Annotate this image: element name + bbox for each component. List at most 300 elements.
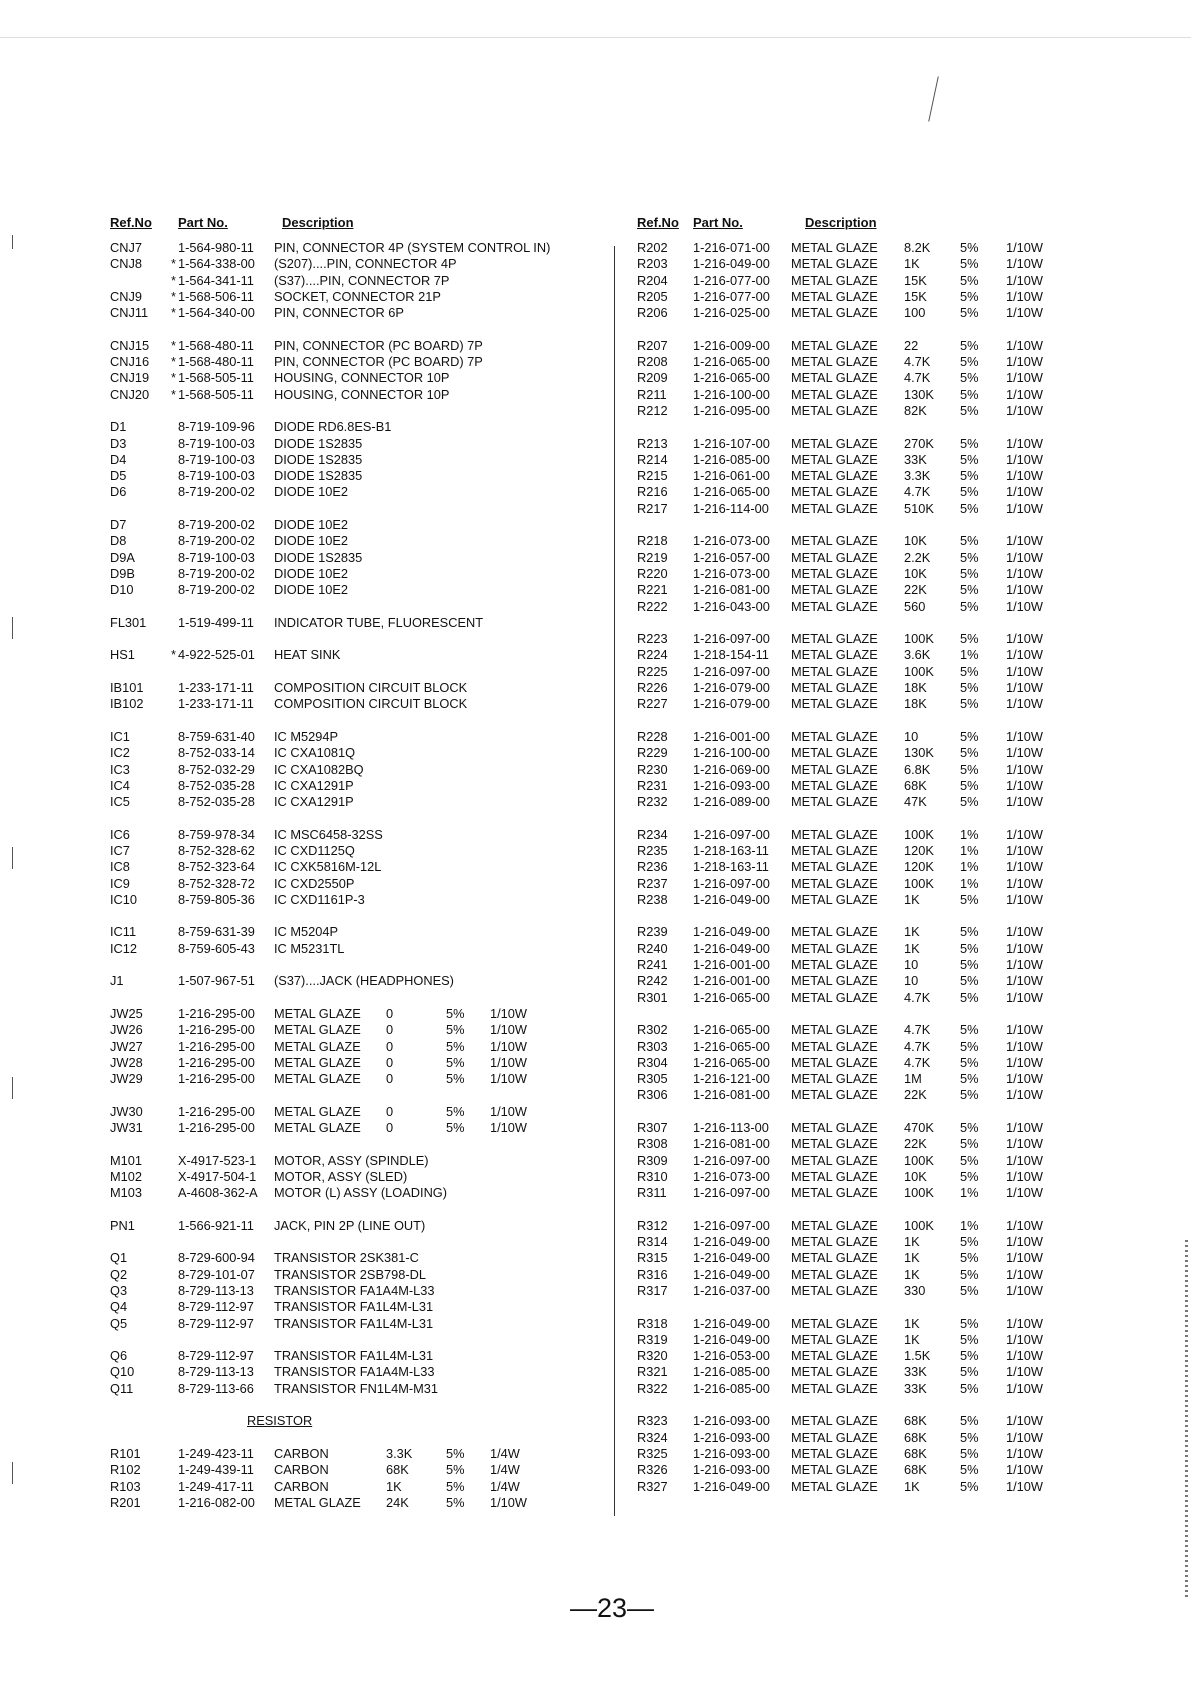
description: METAL GLAZE: [274, 1120, 361, 1136]
tolerance: 5%: [960, 1283, 979, 1298]
part-no: 1-564-980-11: [178, 240, 254, 255]
part-row: [110, 582, 610, 598]
new-part-marker: *: [171, 256, 176, 272]
ref-no: JW27: [110, 1038, 143, 1054]
part-row: [637, 1136, 1077, 1152]
ref-no: R302: [637, 1022, 668, 1038]
ref-no: IC11: [110, 924, 137, 940]
part-no: 1-216-085-00: [693, 451, 770, 467]
ref-no: R227: [637, 696, 668, 712]
tolerance: 1%: [960, 1217, 979, 1233]
new-part-marker: *: [171, 647, 176, 663]
part-no: 8-719-109-96: [178, 419, 255, 435]
row-gap: [110, 1136, 610, 1152]
part-no: 1-216-065-00: [693, 1038, 770, 1054]
part-no: 1-564-341-11: [178, 272, 254, 288]
rating: 1/10W: [1006, 728, 1043, 744]
ref-no: CNJ15: [110, 337, 150, 353]
new-part-marker: [164, 762, 178, 778]
part-row: [637, 859, 1077, 875]
ref-no: R230: [637, 761, 668, 777]
ref-no: R315: [637, 1250, 668, 1266]
part-no: 1-216-107-00: [693, 435, 770, 451]
tolerance: 1%: [960, 875, 979, 891]
part-row: [637, 1267, 1077, 1283]
tolerance: 5%: [446, 1005, 465, 1021]
value: 130K: [904, 745, 934, 761]
new-part-marker: *: [171, 288, 176, 304]
row-gap: [637, 810, 1077, 826]
description: METAL GLAZE: [791, 1445, 878, 1461]
rating: 1/10W: [1006, 1136, 1043, 1152]
part-row: [110, 517, 610, 533]
new-part-marker: [164, 1283, 178, 1299]
part-row: [110, 762, 610, 778]
value: 3.6K: [904, 647, 931, 663]
value: 1.5K: [904, 1348, 931, 1364]
value: 100K: [904, 1185, 934, 1201]
description: METAL GLAZE: [791, 1152, 878, 1168]
description: PIN, CONNECTOR 6P: [274, 305, 404, 321]
ref-no: D1: [110, 419, 127, 435]
tolerance: 5%: [960, 957, 979, 973]
rating: 1/10W: [1006, 631, 1043, 647]
ref-no: R311: [637, 1185, 667, 1201]
new-part-marker: [164, 973, 178, 989]
ref-no: R216: [637, 484, 668, 500]
part-row: [637, 387, 1077, 403]
rating: 1/10W: [1006, 468, 1043, 484]
tolerance: 1%: [960, 826, 979, 842]
new-part-marker: [164, 1381, 178, 1397]
row-gap: [110, 1397, 610, 1413]
row-gap: [110, 631, 610, 647]
right-rows: [637, 240, 1077, 1495]
tolerance: 5%: [960, 1266, 979, 1282]
part-no: 1-216-081-00: [693, 1136, 770, 1152]
part-no: 1-249-423-11: [178, 1445, 254, 1461]
ref-no: R308: [637, 1136, 668, 1152]
row-gap: [110, 1202, 610, 1218]
row-gap: [110, 1234, 610, 1250]
ref-no: JW31: [110, 1120, 143, 1136]
ref-no: R206: [637, 305, 668, 321]
ref-no: M102: [110, 1168, 143, 1184]
new-part-marker: [164, 1218, 178, 1234]
part-no: 1-216-001-00: [693, 728, 770, 744]
ref-no: JW28: [110, 1054, 143, 1070]
part-no: 1-216-097-00: [693, 631, 770, 647]
description: METAL GLAZE: [791, 1250, 878, 1266]
description: METAL GLAZE: [791, 1168, 878, 1184]
part-no: 1-216-097-00: [693, 663, 770, 679]
part-no: 1-216-113-00: [693, 1120, 769, 1136]
part-no: 1-216-295-00: [178, 1005, 255, 1021]
part-row: [637, 876, 1077, 892]
tolerance: 5%: [960, 451, 979, 467]
tolerance: 5%: [960, 924, 979, 940]
ref-no: R214: [637, 451, 668, 467]
part-no: 1-216-095-00: [693, 402, 770, 418]
ref-no: J1: [110, 973, 124, 989]
ref-no: IC8: [110, 859, 130, 875]
new-part-marker: [164, 1250, 178, 1266]
value: 130K: [904, 386, 934, 402]
value: 47K: [904, 794, 927, 810]
description: IC CXD1161P-3: [274, 891, 365, 907]
description: METAL GLAZE: [274, 1005, 361, 1021]
description: IC CXD2550P: [274, 875, 355, 891]
part-row: [110, 729, 610, 745]
ref-no: D8: [110, 533, 127, 549]
row-gap: [637, 321, 1077, 337]
rating: 1/10W: [490, 1103, 527, 1119]
tolerance: 5%: [446, 1038, 465, 1054]
tolerance: 5%: [960, 549, 979, 565]
value: 1K: [904, 891, 920, 907]
part-row: [637, 941, 1077, 957]
column-divider: [614, 246, 615, 1516]
part-row: [110, 696, 610, 712]
ref-no: PN1: [110, 1217, 135, 1233]
value: 100K: [904, 663, 934, 679]
tolerance: 1%: [960, 1185, 979, 1201]
tolerance: 5%: [446, 1022, 465, 1038]
ref-no: R203: [637, 256, 668, 272]
ref-no: R320: [637, 1348, 668, 1364]
rating: 1/10W: [1006, 891, 1043, 907]
value: 22K: [904, 582, 927, 598]
part-row: [110, 892, 610, 908]
tolerance: 5%: [960, 1038, 979, 1054]
part-no: 1-216-049-00: [693, 1331, 770, 1347]
tolerance: 5%: [960, 1087, 979, 1103]
part-no: 8-729-113-66: [178, 1380, 254, 1396]
section-title: RESISTOR: [247, 1413, 313, 1429]
part-row: [637, 1087, 1077, 1103]
tolerance: 5%: [960, 1331, 979, 1347]
description: METAL GLAZE: [791, 582, 878, 598]
description: MOTOR, ASSY (SLED): [274, 1168, 408, 1184]
description: METAL GLAZE: [791, 859, 878, 875]
part-row: [110, 484, 610, 500]
part-row: [637, 762, 1077, 778]
ref-no: R209: [637, 370, 668, 386]
description: METAL GLAZE: [791, 1185, 878, 1201]
row-gap: [637, 517, 1077, 533]
new-part-marker: [164, 484, 178, 500]
new-part-marker: [164, 550, 178, 566]
row-gap: [110, 321, 610, 337]
new-part-marker: [164, 1267, 178, 1283]
part-row: [637, 1185, 1077, 1201]
part-no: 8-719-200-02: [178, 517, 255, 533]
description: METAL GLAZE: [791, 924, 878, 940]
rating: 1/10W: [490, 1005, 527, 1021]
page-number: —23—: [570, 1593, 655, 1623]
part-no: 1-218-163-11: [693, 859, 769, 875]
description: HOUSING, CONNECTOR 10P: [274, 386, 450, 402]
description: METAL GLAZE: [791, 1266, 878, 1282]
new-part-marker: [164, 778, 178, 794]
value: 4.7K: [904, 1038, 931, 1054]
tolerance: 5%: [960, 1054, 979, 1070]
tolerance: 5%: [446, 1054, 465, 1070]
part-no: 1-216-065-00: [693, 354, 770, 370]
tolerance: 5%: [960, 940, 979, 956]
ref-no: R240: [637, 940, 668, 956]
value: 4.7K: [904, 354, 931, 370]
part-row: [110, 778, 610, 794]
part-no: 1-216-049-00: [693, 1250, 770, 1266]
new-part-marker: [164, 1348, 178, 1364]
ref-no: R325: [637, 1445, 668, 1461]
rating: 1/10W: [1006, 973, 1043, 989]
rating: 1/10W: [1006, 745, 1043, 761]
description: METAL GLAZE: [274, 1054, 361, 1070]
new-part-marker: *: [171, 305, 176, 321]
rating: 1/10W: [1006, 1445, 1043, 1461]
tolerance: 5%: [446, 1445, 465, 1461]
rating: 1/10W: [1006, 1071, 1043, 1087]
rating: 1/10W: [1006, 875, 1043, 891]
part-row: [110, 1169, 610, 1185]
description: PIN, CONNECTOR (PC BOARD) 7P: [274, 354, 483, 370]
ref-no: IC2: [110, 745, 130, 761]
part-row: [637, 1071, 1077, 1087]
part-no: 1-218-163-11: [693, 842, 769, 858]
part-row: [110, 289, 610, 305]
part-row: [110, 794, 610, 810]
rating: 1/10W: [1006, 859, 1043, 875]
part-row: [637, 778, 1077, 794]
description: METAL GLAZE: [791, 402, 878, 418]
description: DIODE RD6.8ES-B1: [274, 419, 392, 435]
part-row: [637, 370, 1077, 386]
value: 1K: [904, 1315, 920, 1331]
description: DIODE 1S2835: [274, 435, 363, 451]
part-no: 1-216-093-00: [693, 777, 770, 793]
rating: 1/10W: [1006, 582, 1043, 598]
part-no: 1-216-295-00: [178, 1038, 255, 1054]
part-row: [110, 1348, 610, 1364]
ref-no: R202: [637, 240, 668, 255]
part-row: [110, 924, 610, 940]
part-no: 1-568-505-11: [178, 370, 254, 386]
value: 82K: [904, 402, 927, 418]
value: 3.3K: [904, 468, 931, 484]
rating: 1/10W: [1006, 1168, 1043, 1184]
part-row: [110, 1364, 610, 1380]
ref-no: R238: [637, 891, 668, 907]
rating: 1/10W: [1006, 272, 1043, 288]
part-no: 1-216-065-00: [693, 1054, 770, 1070]
part-no: 1-216-065-00: [693, 370, 770, 386]
part-no: 1-216-093-00: [693, 1429, 770, 1445]
part-no: 1-216-097-00: [693, 826, 770, 842]
new-part-marker: [164, 468, 178, 484]
rating: 1/10W: [1006, 240, 1043, 255]
value: 0: [386, 1022, 394, 1038]
part-row: [637, 338, 1077, 354]
part-no: 1-249-417-11: [178, 1478, 254, 1494]
part-no: 1-216-073-00: [693, 1168, 770, 1184]
value: 68K: [904, 1429, 927, 1445]
description: METAL GLAZE: [791, 1462, 878, 1478]
value: 24K: [386, 1494, 409, 1510]
tolerance: 5%: [960, 1462, 979, 1478]
part-no: X-4917-523-1: [178, 1152, 257, 1168]
tolerance: 5%: [960, 354, 979, 370]
part-no: 8-719-200-02: [178, 582, 255, 598]
ref-no: R225: [637, 663, 668, 679]
binding-hole-mark: [12, 617, 13, 639]
part-no: 1-216-065-00: [693, 1022, 770, 1038]
row-gap: [110, 908, 610, 924]
new-part-marker: [164, 1316, 178, 1332]
description: METAL GLAZE: [791, 1136, 878, 1152]
ref-no: CNJ20: [110, 386, 150, 402]
part-no: 1-216-065-00: [693, 989, 770, 1005]
part-row: [637, 484, 1077, 500]
description: METAL GLAZE: [791, 565, 878, 581]
part-row: [637, 1169, 1077, 1185]
column-headers: [110, 214, 610, 240]
part-no: 1-216-295-00: [178, 1103, 255, 1119]
part-no: 8-729-600-94: [178, 1250, 255, 1266]
ref-no: M101: [110, 1152, 143, 1168]
new-part-marker: [164, 419, 178, 435]
rating: 1/10W: [1006, 549, 1043, 565]
part-row: [637, 1218, 1077, 1234]
part-no: 1-216-097-00: [693, 1217, 770, 1233]
tolerance: 5%: [960, 680, 979, 696]
ref-no: CNJ11: [110, 305, 149, 321]
left-rows: [110, 240, 610, 1511]
part-no: 8-752-035-28: [178, 777, 255, 793]
rating: 1/10W: [1006, 337, 1043, 353]
part-no: 1-216-037-00: [693, 1283, 770, 1298]
part-row: [110, 1153, 610, 1169]
ref-no: Q3: [110, 1283, 128, 1298]
part-row: [637, 533, 1077, 549]
part-no: 1-216-001-00: [693, 973, 770, 989]
description: METAL GLAZE: [791, 451, 878, 467]
value: 4.7K: [904, 989, 931, 1005]
value: 22K: [904, 1087, 927, 1103]
part-no: 1-216-009-00: [693, 337, 770, 353]
tolerance: 5%: [960, 386, 979, 402]
rating: 1/10W: [1006, 354, 1043, 370]
rating: 1/10W: [1006, 842, 1043, 858]
ref-no: JW30: [110, 1103, 143, 1119]
part-row: [110, 436, 610, 452]
new-part-marker: *: [171, 337, 176, 353]
ref-no: R317: [637, 1283, 668, 1298]
part-row: [110, 680, 610, 696]
part-row: [110, 370, 610, 386]
value: 120K: [904, 842, 934, 858]
new-part-marker: [164, 1185, 178, 1201]
rating: 1/10W: [1006, 1331, 1043, 1347]
part-row: [637, 924, 1077, 940]
ref-no: R223: [637, 631, 668, 647]
part-row: [637, 582, 1077, 598]
description: METAL GLAZE: [791, 549, 878, 565]
part-no: 1-216-049-00: [693, 256, 770, 272]
description: METAL GLAZE: [791, 957, 878, 973]
tolerance: 5%: [960, 533, 979, 549]
part-no: 1-564-338-00: [178, 256, 255, 272]
part-no: 8-729-112-97: [178, 1348, 254, 1364]
value: 0: [386, 1120, 394, 1136]
tolerance: 5%: [960, 728, 979, 744]
tolerance: 5%: [960, 777, 979, 793]
new-part-marker: [164, 1446, 178, 1462]
part-row: [110, 827, 610, 843]
part-no: 1-216-049-00: [693, 924, 770, 940]
rating: 1/10W: [1006, 663, 1043, 679]
tolerance: 5%: [960, 468, 979, 484]
ref-no: D5: [110, 468, 127, 484]
row-gap: [110, 1087, 610, 1103]
rating: 1/10W: [1006, 402, 1043, 418]
part-row: [637, 973, 1077, 989]
tolerance: 5%: [960, 1364, 979, 1380]
part-no: 1-216-114-00: [693, 500, 769, 516]
description: METAL GLAZE: [791, 305, 878, 321]
part-row: [110, 273, 610, 289]
part-row: [637, 599, 1077, 615]
rating: 1/10W: [1006, 1250, 1043, 1266]
part-row: [637, 647, 1077, 663]
part-row: [637, 566, 1077, 582]
part-no: 1-216-049-00: [693, 1266, 770, 1282]
tolerance: 5%: [960, 402, 979, 418]
new-part-marker: [164, 729, 178, 745]
part-row: [110, 1495, 610, 1511]
ref-no: D4: [110, 451, 127, 467]
value: 8.2K: [904, 240, 931, 255]
part-row: [110, 1039, 610, 1055]
part-row: [637, 1381, 1077, 1397]
tolerance: 5%: [960, 1071, 979, 1087]
value: 0: [386, 1103, 394, 1119]
description: TRANSISTOR FA1A4M-L33: [274, 1364, 435, 1380]
tolerance: 5%: [960, 288, 979, 304]
row-gap: [637, 1104, 1077, 1120]
part-no: 1-566-921-11: [178, 1217, 254, 1233]
rating: 1/10W: [490, 1120, 527, 1136]
value: 1K: [904, 940, 920, 956]
rating: 1/10W: [1006, 1087, 1043, 1103]
description: METAL GLAZE: [791, 1022, 878, 1038]
part-row: [110, 256, 610, 272]
ref-no: IB102: [110, 696, 144, 712]
part-no: 1-216-085-00: [693, 1364, 770, 1380]
description: METAL GLAZE: [791, 484, 878, 500]
part-no: 1-216-295-00: [178, 1054, 255, 1070]
description: PIN, CONNECTOR 4P (SYSTEM CONTROL IN): [274, 240, 551, 255]
part-row: [637, 892, 1077, 908]
description: METAL GLAZE: [791, 1429, 878, 1445]
part-no: 8-719-100-03: [178, 451, 255, 467]
tolerance: 1%: [960, 859, 979, 875]
ref-no: D9A: [110, 549, 135, 565]
new-part-marker: [164, 827, 178, 843]
description: MOTOR (L) ASSY (LOADING): [274, 1185, 448, 1201]
tolerance: 5%: [960, 663, 979, 679]
